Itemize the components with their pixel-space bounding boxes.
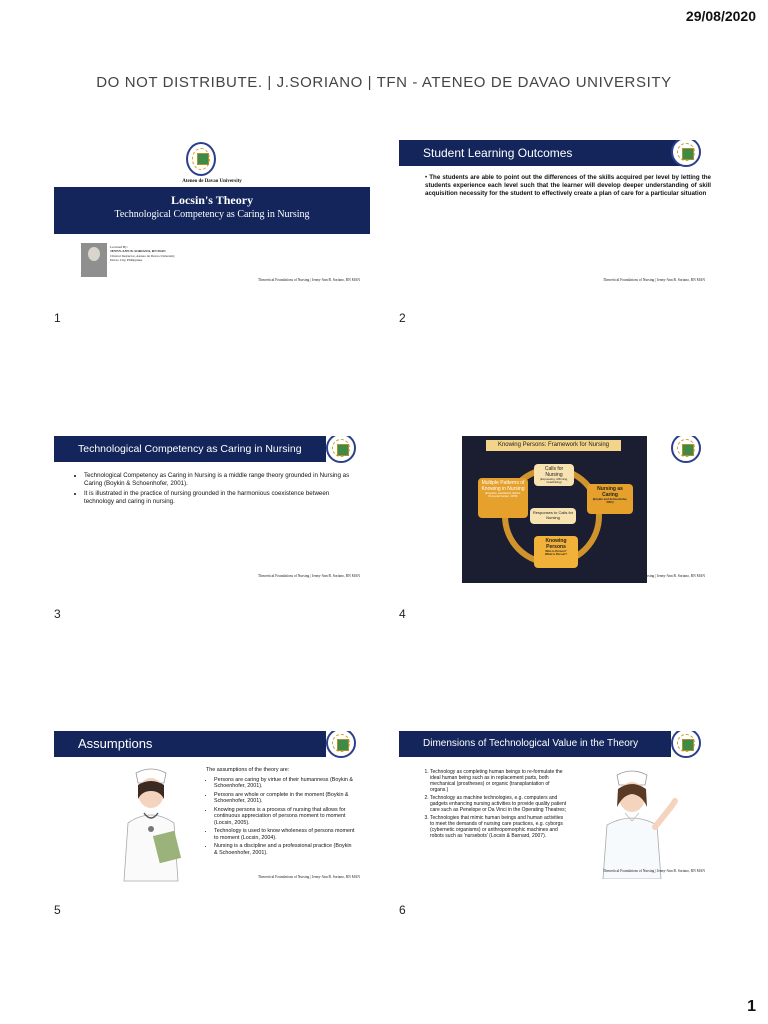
diagram-title: Knowing Persons: Framework for Nursing: [486, 440, 621, 451]
slide-6: [399, 731, 715, 883]
print-date: 29/08/2020: [685, 8, 756, 24]
list-item: 2. Technology as machine technologies, e.g. computers and gadgets enhancing nursing activities to provide quality patient care such as Penelope or Da Vinci in the Operating Theatres;: [430, 795, 567, 813]
list-item: • It is illustrated in the practice of nursing grounded in the harmonious coexistence between technology and caring in nursing.: [84, 490, 356, 506]
slide-footer: Theoretical Foundations of Nursing | Jenny-Ann B. Soriano, RN MAN: [257, 875, 360, 879]
outcome-text: [425, 174, 711, 198]
bullet-icon: •: [425, 174, 430, 181]
caring-box: Nursing as Caring (Boykin and Schoenhofer, 2001): [587, 484, 633, 514]
slide-1: [54, 140, 370, 292]
intro-text: The assumptions of the theory are:: [206, 767, 290, 773]
lecturer-label: Lectured By:: [110, 245, 128, 249]
list-item: 3. Technologies that mimic human beings and human activities to meet the demands of nursing care practices, e.g. cyborgs (cybernetic organisms) or anthropomorphic machines and robots such as 'nursebots' (Locsin & Barnard, 2007).: [430, 815, 567, 839]
title-bar: Technological Competency as Caring in Nursing: [54, 436, 326, 462]
body-bullets: [76, 472, 356, 508]
slide-4: [399, 436, 715, 588]
framework-diagram: [462, 436, 647, 583]
page-number: 1: [747, 998, 756, 1015]
slide-subtitle: Technological Competency as Caring in Nursing: [114, 209, 310, 220]
list-item: • Persons are caring by virtue of their humanness (Boykin & Schoenhofer, 2001).: [214, 777, 356, 790]
responses-box: Responses to Calls for Nursing: [530, 508, 576, 524]
lecturer-name: JENNY-ANN B. SORIANO, RN MAN: [110, 249, 166, 254]
slide-number: 6: [399, 903, 406, 917]
outcome-bullet: The students are able to point out the differences of the skills acquired per level by letting the students experience each level such that the learner will develop deeper understanding of skill acquisition necessity for the student to effectively create a plan of care for a particular situation: [425, 174, 711, 197]
list-item: • Persons are whole or complete in the moment (Boykin & Schoenhofer, 2001).: [214, 792, 356, 805]
nurse-illustration: [587, 767, 687, 879]
slide-2: [399, 140, 715, 292]
university-seal-icon: [671, 436, 701, 463]
slide-number: 1: [54, 311, 61, 325]
page-header: DO NOT DISTRIBUTE. | J.SORIANO | TFN - ATENEO DE DAVAO UNIVERSITY: [96, 74, 672, 91]
knowing-box: Knowing Persons Who is Person? What is Person?: [534, 536, 578, 568]
lecturer-role: Clinical Instructor, Ateneo de Davao University: [110, 253, 175, 258]
slide-footer: Theoretical Foundations of Nursing | Jenny-Ann B. Soriano, RN MAN: [602, 574, 705, 578]
slide-number: 2: [399, 311, 406, 325]
slide-3: [54, 436, 370, 588]
lecturer-location: Davao City, Philippines: [110, 258, 143, 263]
university-seal-icon: [671, 140, 701, 167]
university-name: Ateneo de Davao University: [182, 179, 242, 184]
slide-footer: Theoretical Foundations of Nursing | Jenny-Ann B. Soriano, RN MAN: [602, 869, 705, 873]
lecturer-info: [110, 245, 180, 263]
slide-footer: Theoretical Foundations of Nursing | Jenny-Ann B. Soriano, RN MAN: [257, 278, 360, 282]
slide-5: [54, 731, 370, 883]
university-seal-icon: [326, 436, 356, 463]
assumptions-text: [206, 767, 356, 858]
slide-footer: Theoretical Foundations of Nursing | Jenny-Ann B. Soriano, RN MAN: [257, 574, 360, 578]
list-item: • Technology is used to know wholeness of persons moment to moment (Locsin, 2004).: [214, 828, 356, 841]
slide-number: 3: [54, 607, 61, 621]
title-banner: [54, 187, 370, 234]
university-seal-icon: [671, 731, 701, 758]
title-bar: Assumptions: [54, 731, 326, 757]
lecturer-photo: [81, 243, 107, 277]
university-seal-icon: [326, 731, 356, 758]
nurse-illustration: [106, 763, 196, 883]
university-seal-icon: [186, 142, 216, 176]
calls-box: Calls for Nursing (Expressing, Affirming, Celebrating): [534, 464, 574, 486]
title-bar: Dimensions of Technological Value in the Theory: [399, 731, 671, 757]
slide-number: 5: [54, 903, 61, 917]
list-item: • Nursing is a discipline and a professional practice (Boykin & Schoenhofer, 2001).: [214, 843, 356, 856]
patterns-box: Multiple Patterns of Knowing in Nursing (Empirics, Aesthetics, Ethics, Personal Carper, 1978): [478, 478, 528, 518]
dimensions-list: [419, 769, 567, 841]
slide-number: 4: [399, 607, 406, 621]
list-item: 1. Technology as completing human beings to re-formulate the ideal human being such as in replacement parts, both mechanical (prostheses) or organic (transplantation of organs.): [430, 769, 567, 793]
slide-footer: Theoretical Foundations of Nursing | Jenny-Ann B. Soriano, RN MAN: [602, 278, 705, 282]
list-item: • Knowing persons is a process of nursing that allows for continuous appreciation of persons moment to moment (Locsin, 2005).: [214, 807, 356, 827]
title-bar: Student Learning Outcomes: [399, 140, 687, 166]
slide-title: Locsin's Theory: [170, 193, 254, 207]
list-item: • Technological Competency as Caring in Nursing is a middle range theory grounded in Nursing as Caring (Boykin & Schoenhofer, 2001).: [84, 472, 356, 488]
